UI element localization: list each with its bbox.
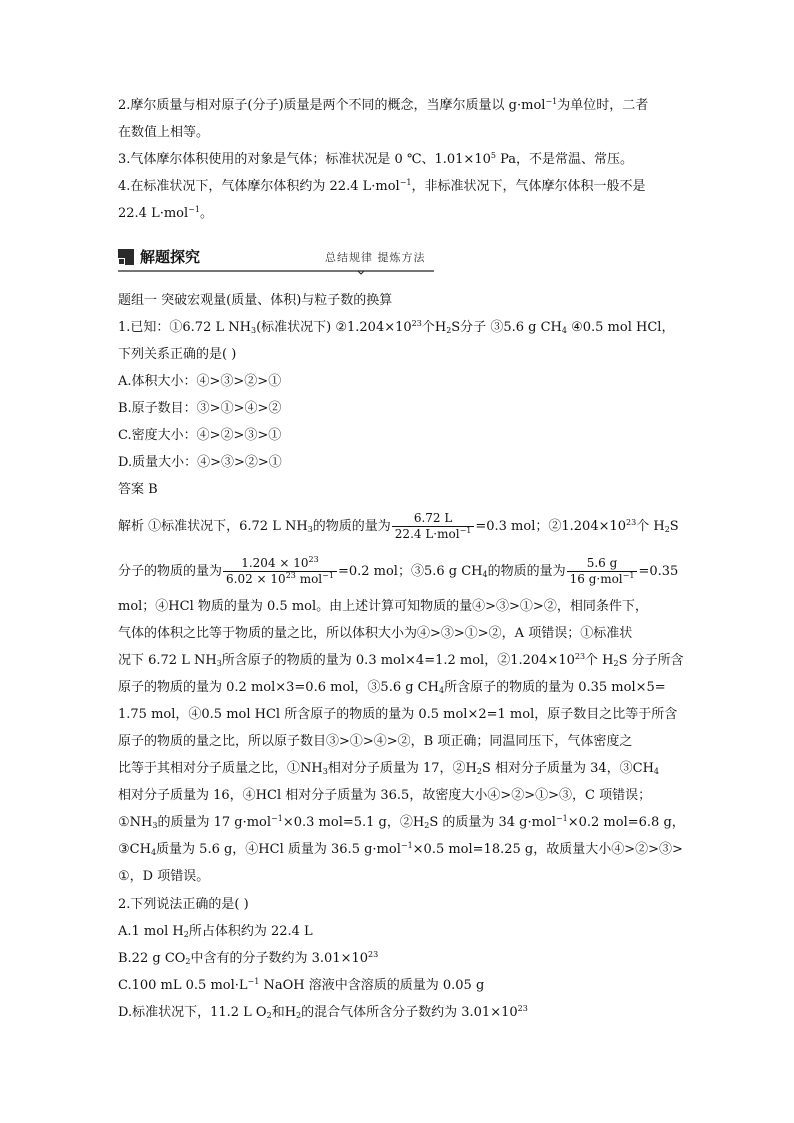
analysis-line-2: 分子的物质的量为 $\frac{1.204 \times 10^{23}}{6.02 \times 10^{23} mol^{-1}}$ =0.2 mol；③5.6 g $CH_4$的物质的量为 $\frac{5.6 g}{16 g\cdot mol^{-1}}$ =0.35 — [118, 555, 679, 586]
note-2-line2: 在数值上相等。 — [118, 125, 210, 140]
section-title: 解题探究 — [140, 248, 201, 266]
fraction-ch4: $\frac{5.6 g}{16 g\cdot mol^{-1}}$ — [567, 556, 638, 587]
q1-option-c: C.密度大小：④>②>③>① — [118, 428, 282, 443]
q1-stem-line1: 1.已知：①6.72 L $NH_3$(标准状况下) $②1.204\times 10^{23}$个$H_2S$分子 ③5.6 g $CH_4$ ④0.5 mol HCl， — [118, 319, 675, 335]
q1-option-b: B.原子数目：③>①>④>② — [118, 401, 282, 416]
fraction-nh3: $\frac{6.72 L}{22.4 L\cdot mol^{-1}}$ — [392, 511, 475, 542]
q1-option-a: A.体积大小：④>③>②>① — [118, 374, 282, 389]
section-rule — [118, 269, 434, 275]
q2-stem: 2.下列说法正确的是( ) — [118, 897, 249, 912]
analysis-line-11: $①NH_3$的质量为 17 g·mol$^{-1}$×0.3 mol=5.1 g，$②H_2S$ 的质量为 34 g·mol$^{-1}$×0.2 mol=6.8 g， — [118, 814, 685, 830]
q2-option-a: A.1 mol $H_2$所占体积约为 22.4 L — [118, 924, 313, 939]
analysis-line-13: ①，D 项错误。 — [118, 869, 210, 884]
analysis-line-1: 解析 ①标准状况下，6.72 L $NH_3$的物质的量为 $\frac{6.72 L}{22.4 L\cdot mol^{-1}}$ =0.3 mol；$②1.204\times 10^{23}$个 $H_2S$ — [118, 511, 679, 541]
section-square-icon — [118, 249, 134, 265]
fraction-h2s: $\frac{1.204 \times 10^{23}}{6.02 \times 10^{23} mol^{-1}}$ — [223, 556, 337, 587]
analysis-line-6: 原子的物质的量为 0.2 mol×3=0.6 mol，③5.6 g $CH_4$所含原子的物质的量为 0.35 mol×5= — [118, 680, 666, 695]
q1-stem-line2: 下列关系正确的是( ) — [118, 347, 237, 362]
q1-option-d: D.质量大小：④>③>②>① — [118, 455, 282, 470]
analysis-line-3: mol；④HCl 物质的量为 0.5 mol。由上述计算可知物质的量④>③>①>②，相同条件下， — [118, 599, 648, 614]
analysis-line-9: 比等于其相对分子质量之比，$①NH_3$相对分子质量为 17，$②H_2S$ 相对分子质量为 34，$③CH_4$ — [118, 761, 660, 776]
q1-answer: 答案 B — [118, 482, 158, 497]
q2-option-d: D.标准状况下，11.2 L $O_2$和$H_2$的混合气体所含分子数约为 $3.01\times 10^{23}$ — [118, 1004, 528, 1020]
analysis-line-4: 气体的体积之比等于物质的量之比，所以体积大小为④>③>①>②，A 项错误；①标准状 — [118, 626, 633, 641]
analysis-line-12: $③CH_4$质量为 5.6 g，④HCl 质量为 36.5 g·mol$^{-1}$×0.5 mol=18.25 g，故质量大小④>②>③> — [118, 841, 683, 857]
analysis-line-10: 相对分子质量为 16，④HCl 相对分子质量为 36.5，故密度大小④>②>①>③，C 项错误； — [118, 788, 652, 803]
group-title: 题组一 突破宏观量(质量、体积)与粒子数的换算 — [118, 293, 393, 308]
section-header — [118, 244, 434, 270]
note-2-line1: 2.摩尔质量与相对原子(分子)质量是两个不同的概念，当摩尔质量以 g·mol$^{-1}$为单位时，二者 — [118, 97, 649, 113]
section-subtitle: 总结规律 提炼方法 — [325, 251, 426, 264]
note-3: 3.气体摩尔体积使用的对象是气体；标准状况是 0 ℃、$1.01\times 10^5$ Pa，不是常温、常压。 — [118, 151, 634, 167]
q2-option-c: C.100 mL 0.5 $mol\cdot L^{-1}$ NaOH 溶液中含溶质的质量为 0.05 g — [118, 977, 485, 993]
q2-option-b: B.22 g $CO_2$中含有的分子数约为 $3.01\times 10^{23}$ — [118, 950, 379, 966]
analysis-line-7: 1.75 mol，④0.5 mol HCl 所含原子的物质的量为 0.5 mol×2=1 mol，原子数目之比等于所含 — [118, 707, 678, 722]
note-4-line2: 22.4 L·mol$^{-1}$。 — [118, 205, 213, 221]
analysis-line-5: 况下 6.72 L $NH_3$所含原子的物质的量为 0.3 mol×4=1.2 mol，$②1.204\times 10^{23}$个 $H_2S$ 分子所含 — [118, 652, 684, 668]
analysis-line-8: 原子的物质的量之比，所以原子数目③>①>④>②，B 项正确；同温同压下，气体密度之 — [118, 734, 633, 749]
note-4-line1: 4.在标准状况下，气体摩尔体积约为 22.4 L·mol$^{-1}$，非标准状况下，气体摩尔体积一般不是 — [118, 178, 646, 194]
